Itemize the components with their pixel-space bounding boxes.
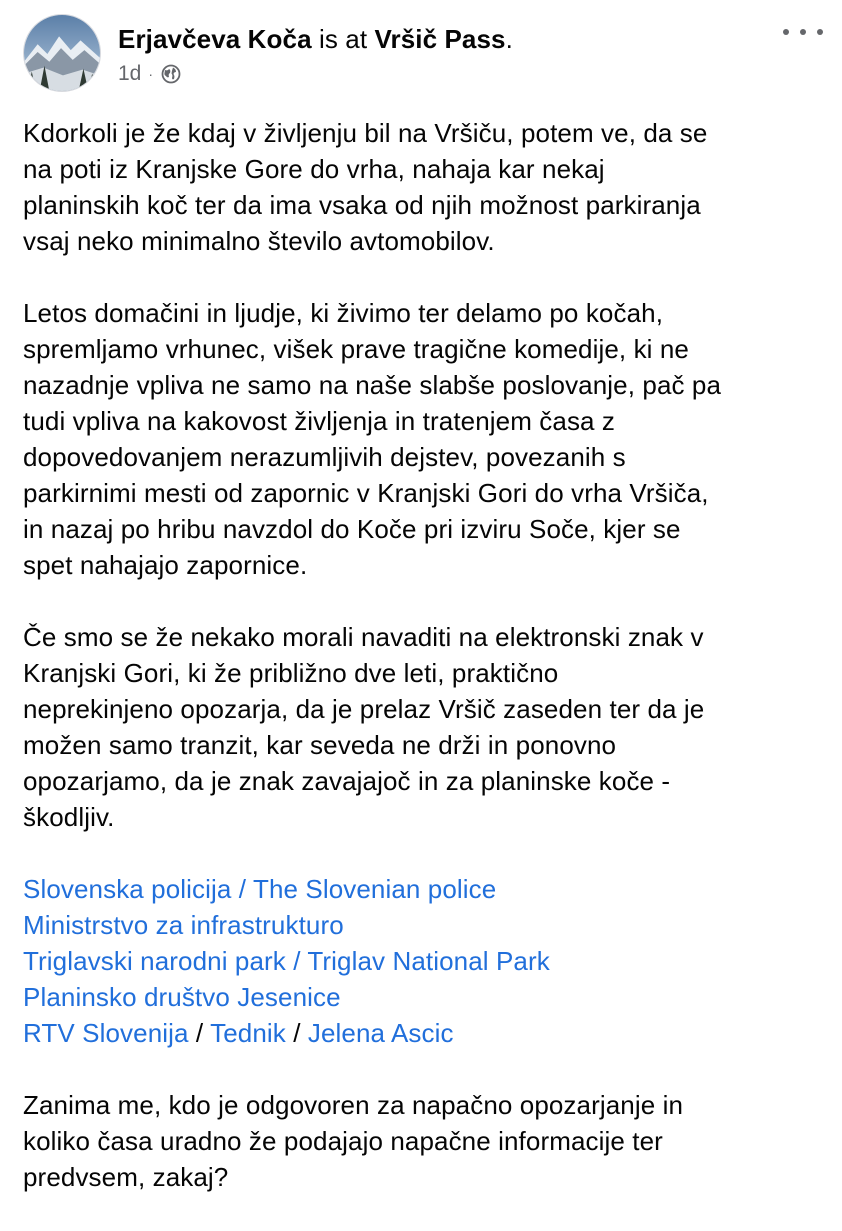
checkin-connector: is at: [318, 24, 368, 54]
more-dot: [783, 29, 789, 35]
title-punctuation: .: [505, 24, 513, 54]
more-dot: [817, 29, 823, 35]
text-line: škodljiv.: [23, 802, 115, 832]
tag-separator: /: [293, 1018, 301, 1048]
tag-link-jelena-ascic[interactable]: Jelena Ascic: [307, 1018, 454, 1048]
paragraph-4: [23, 1087, 823, 1195]
tag-link-rtv-slovenija[interactable]: RTV Slovenija: [23, 1018, 189, 1048]
text-line: koliko časa uradno že podajajo napačne informacije ter: [23, 1126, 663, 1156]
post-title: [118, 23, 513, 55]
text-line: nazadnje vpliva ne samo na naše slabše poslovanje, pač pa: [23, 370, 722, 400]
avatar-mountain-photo: [24, 15, 100, 91]
post-header: [23, 14, 823, 94]
text-line: opozarjamo, da je znak zavajajoč in za planinske koče -: [23, 766, 671, 796]
tag-line: [23, 907, 823, 943]
text-line: Kranjski Gori, ki že približno dve leti, praktično: [23, 658, 559, 688]
tag-line: [23, 979, 823, 1015]
paragraph-1: [23, 115, 823, 259]
text-line: spremljamo vrhunec, višek prave tragične komedije, ki ne: [23, 334, 689, 364]
tag-separator: /: [195, 1018, 204, 1048]
text-line: in nazaj po hribu navzdol do Koče pri izviru Soče, kjer se: [23, 514, 681, 544]
text-line: spet nahajajo zapornice.: [23, 550, 308, 580]
text-line: neprekinjeno opozarja, da je prelaz Vršič zaseden ter da je: [23, 694, 705, 724]
text-line: planinskih koč ter da ima vsaka od njih možnost parkiranja: [23, 190, 701, 220]
tag-link-triglav-national-park[interactable]: Triglavski narodni park / Triglav National Park: [23, 946, 550, 976]
tag-link-ministry-infrastructure[interactable]: Ministrstvo za infrastrukturo: [23, 910, 344, 940]
text-line: možen samo tranzit, kar seveda ne drži in ponovno: [23, 730, 617, 760]
meta-separator: ·: [148, 66, 154, 82]
text-line: tudi vpliva na kakovost življenja in tratenjem časa z: [23, 406, 616, 436]
paragraph-3: [23, 619, 823, 835]
text-line: dopovedovanjem nerazumljivih dejstev, povezanih s: [23, 442, 626, 472]
tag-link-tednik[interactable]: Tednik: [210, 1018, 286, 1048]
post-body: [23, 115, 823, 1231]
text-line: Letos domačini in ljudje, ki živimo ter delamo po kočah,: [23, 298, 664, 328]
text-line: vsaj neko minimalno število avtomobilov.: [23, 226, 495, 256]
more-dot: [800, 29, 806, 35]
location-name[interactable]: Vršič Pass: [374, 24, 506, 54]
text-line: Kdorkoli je že kdaj v življenju bil na Vršiču, potem ve, da se: [23, 118, 708, 148]
tag-line: [23, 1015, 823, 1051]
text-line: parkirnimi mesti od zapornic v Kranjski Gori do vrha Vršiča,: [23, 478, 709, 508]
more-options-icon[interactable]: [783, 24, 823, 40]
tag-link-slovenian-police[interactable]: Slovenska policija / The Slovenian police: [23, 874, 497, 904]
tag-line: [23, 943, 823, 979]
tagged-pages: [23, 871, 823, 1051]
text-line: na poti iz Kranjske Gore do vrha, nahaja kar nekaj: [23, 154, 605, 184]
post-timestamp[interactable]: 1d: [118, 62, 142, 85]
text-line: Zanima me, kdo je odgovoren za napačno opozarjanje in: [23, 1090, 684, 1120]
text-line: Če smo se že nekako morali navaditi na elektronski znak v: [23, 622, 704, 652]
text-line: predvsem, zakaj?: [23, 1162, 229, 1192]
tag-line: [23, 871, 823, 907]
globe-icon[interactable]: [161, 64, 181, 84]
avatar[interactable]: [23, 14, 101, 92]
author-name[interactable]: Erjavčeva Koča: [118, 24, 312, 54]
post-meta: [118, 61, 181, 87]
tag-link-pd-jesenice[interactable]: Planinsko društvo Jesenice: [23, 982, 341, 1012]
paragraph-2: [23, 295, 823, 583]
